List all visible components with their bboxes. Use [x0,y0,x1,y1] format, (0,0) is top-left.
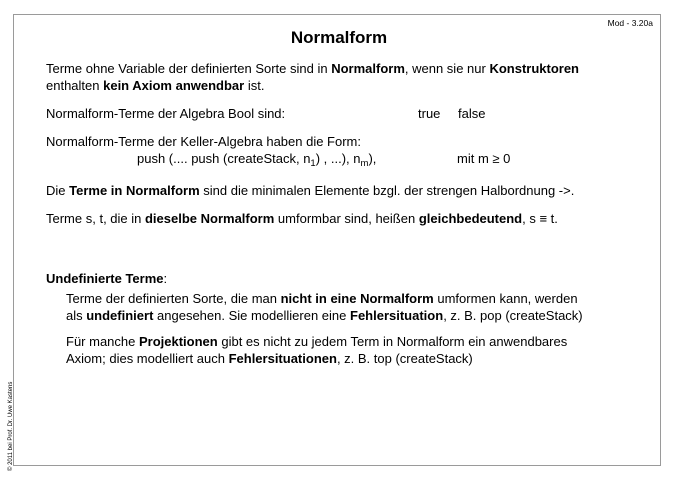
copyright-notice: © 2011 bei Prof. Dr. Uwe Kastens [8,381,14,471]
para-normalform-def-line2: enthalten kein Axiom anwendbar ist. [46,78,265,93]
page-title: Normalform [290,28,388,47]
undef-para1-line1: Terme der definierten Sorte, die man nicht in eine Normalform umformen kann, werden [66,291,578,306]
undef-para2-line1: Für manche Projektionen gibt es nicht zu jedem Term in Normalform ein anwendbares [66,334,568,349]
para-minimal-elements: Die Terme in Normalform sind die minimalen Elemente bzgl. der strengen Halbordnung ->. [46,183,575,198]
undefined-terms-heading: Undefinierte Terme: [46,271,168,286]
bool-value-false: false [458,106,486,121]
slide-id: Mod - 3.20a [607,18,653,28]
bool-value-true: true [418,106,441,121]
undef-para1-line2: als undefiniert angesehen. Sie modellieren eine Fehlersituation, z. B. pop (createStack) [66,308,583,323]
keller-formula: push (.... push (createStack, $n_1$) , ...), $n_m$), [137,151,377,169]
bool-normalform-label: Normalform-Terme der Algebra Bool sind: [46,106,286,121]
keller-normalform-label: Normalform-Terme der Keller-Algebra haben die Form: [46,134,362,149]
para-normalform-def-line1: Terme ohne Variable der definierten Sorte sind in Normalform, wenn sie nur Konstruktoren [46,61,579,76]
keller-condition: mit m ≥ 0 [457,151,511,166]
undef-para2-line2: Axiom; dies modelliert auch Fehlersituationen, z. B. top (createStack) [66,351,473,366]
para-gleichbedeutend: Terme s, t, die in dieselbe Normalform umformbar sind, heißen gleichbedeutend, s ≡ t. [46,211,558,226]
